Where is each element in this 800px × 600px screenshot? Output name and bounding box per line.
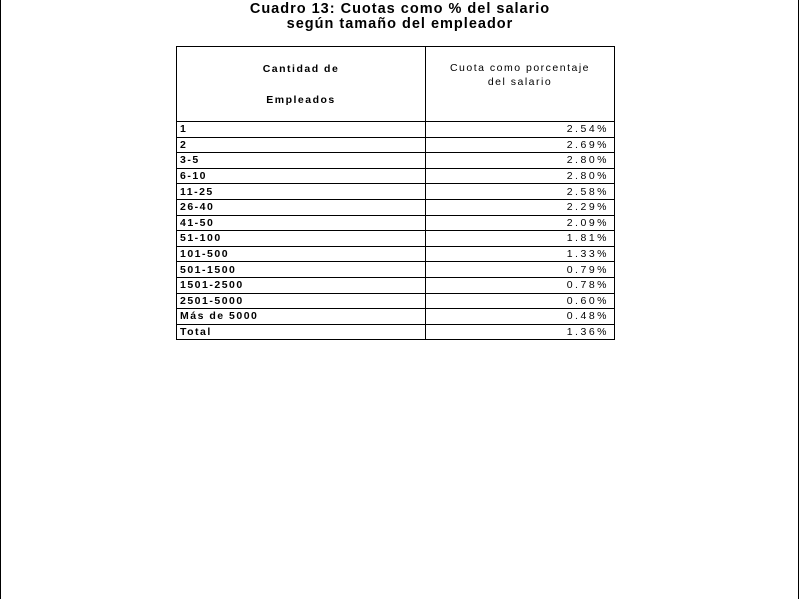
- table-row: [177, 199, 615, 215]
- row-employee-range: 3-5: [177, 153, 426, 169]
- title-line-1: Cuadro 13: Cuotas como % del salario: [249, 1, 551, 17]
- table-title: [0, 2, 800, 32]
- header-quota-line-2: del salario: [487, 76, 553, 88]
- table-row: [177, 246, 615, 262]
- table-row: [177, 153, 615, 169]
- row-employee-range: Total: [177, 324, 426, 340]
- table-row: [177, 122, 615, 138]
- row-quota-value: 0.48%: [426, 309, 615, 325]
- row-employee-range: Más de 5000: [177, 309, 426, 325]
- row-quota-value: 0.78%: [426, 277, 615, 293]
- row-employee-range: 2: [177, 137, 426, 153]
- row-employee-range: 41-50: [177, 215, 426, 231]
- row-quota-value: 2.29%: [426, 199, 615, 215]
- row-employee-range: 101-500: [177, 246, 426, 262]
- row-employee-range: 1501-2500: [177, 277, 426, 293]
- table-row: [177, 293, 615, 309]
- row-employee-range: 6-10: [177, 168, 426, 184]
- row-employee-range: 2501-5000: [177, 293, 426, 309]
- table-row: [177, 215, 615, 231]
- quota-table: [176, 46, 615, 340]
- table-row: [177, 184, 615, 200]
- row-employee-range: 11-25: [177, 184, 426, 200]
- table-row: [177, 137, 615, 153]
- header-quota-line-1: Cuota como porcentaje: [449, 62, 591, 74]
- row-employee-range: 51-100: [177, 231, 426, 247]
- row-quota-value: 0.79%: [426, 262, 615, 278]
- table-row: [177, 324, 615, 340]
- row-quota-value: 0.60%: [426, 293, 615, 309]
- row-quota-value: 2.80%: [426, 153, 615, 169]
- header-quota: [426, 47, 615, 122]
- table-header-row: [177, 47, 615, 122]
- header-employees-line-2: Empleados: [266, 94, 336, 106]
- row-employee-range: 501-1500: [177, 262, 426, 278]
- row-quota-value: 2.09%: [426, 215, 615, 231]
- title-line-2: según tamaño del empleador: [286, 16, 514, 32]
- row-quota-value: 1.36%: [426, 324, 615, 340]
- table-row: [177, 231, 615, 247]
- table-row: [177, 168, 615, 184]
- row-quota-value: 2.69%: [426, 137, 615, 153]
- row-quota-value: 1.33%: [426, 246, 615, 262]
- table-row: [177, 262, 615, 278]
- row-quota-value: 1.81%: [426, 231, 615, 247]
- header-employees: [177, 47, 426, 122]
- row-employee-range: 1: [177, 122, 426, 138]
- row-quota-value: 2.58%: [426, 184, 615, 200]
- row-quota-value: 2.54%: [426, 122, 615, 138]
- row-quota-value: 2.80%: [426, 168, 615, 184]
- header-employees-line-1: Cantidad de: [262, 63, 340, 75]
- table-row: [177, 277, 615, 293]
- row-employee-range: 26-40: [177, 199, 426, 215]
- table-row: [177, 309, 615, 325]
